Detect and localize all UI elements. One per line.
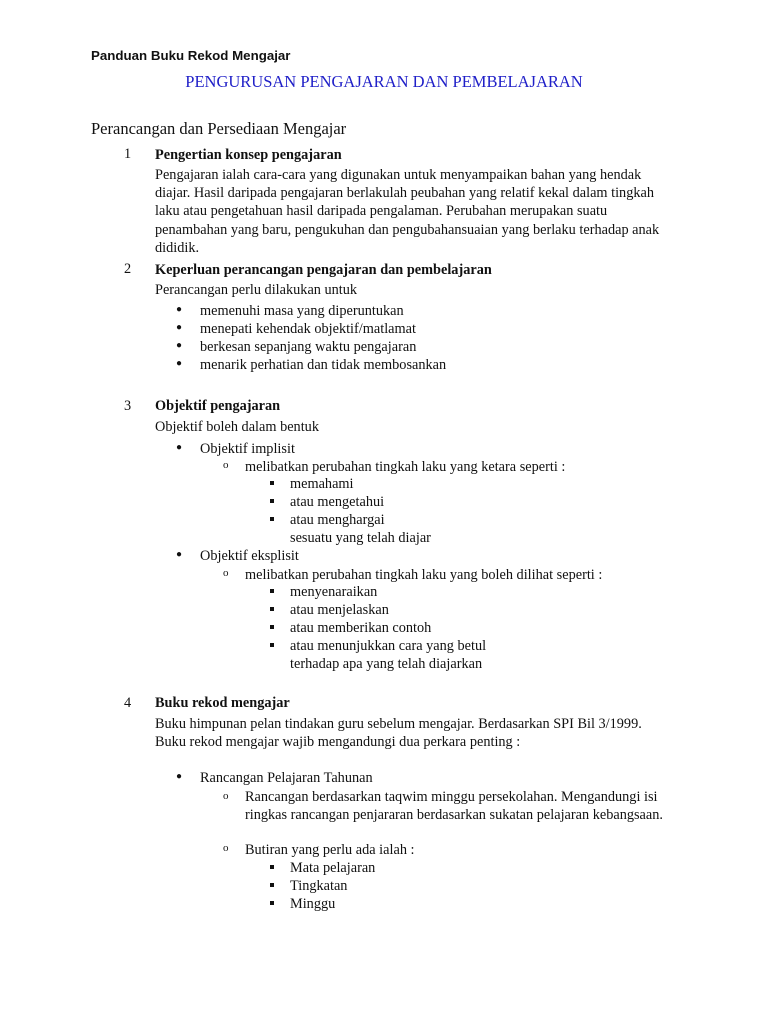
point-item: memahami <box>290 476 354 492</box>
item-heading: Objektif pengajaran <box>155 398 281 414</box>
point-item: atau memberikan contoh <box>290 620 432 636</box>
bullet-icon: ● <box>176 322 183 333</box>
item-paragraph: Buku himpunan pelan tindakan guru sebelum mengajar. Berdasarkan SPI Bil 3/1999. Buku rekod mengajar wajib mengandungi dua perkara penting : <box>155 716 642 751</box>
point-item: Mata pelajaran <box>290 860 376 876</box>
list-item: menepati kehendak objektif/matlamat <box>200 321 416 337</box>
list-item: Objektif implisit <box>200 441 295 457</box>
square-bullet-icon <box>270 589 274 593</box>
point-tail: sesuatu yang telah diajar <box>290 530 431 546</box>
point-item: menyenaraikan <box>290 584 378 600</box>
square-bullet-icon <box>270 517 274 521</box>
square-bullet-icon <box>270 901 274 905</box>
item-paragraph: Pengajaran ialah cara-cara yang digunakan untuk menyampaikan bahan yang hendak diajar. Hasil daripada pengajaran berlakulah peubahan yang relatif kekal dalam tingkah laku atau pengetahuan hasil daripada pengalaman. Perubahan merupakan suatu penambahan yang baru, pengukuhan dan pengubahansuaian yang berlaku terhadap anak dididik. <box>155 167 660 256</box>
sub-list-item: Rancangan berdasarkan taqwim minggu persekolahan. Mengandungi isi ringkas rancangan penjararan berdasarkan sukatan pelajaran kebangsaan. <box>245 789 663 823</box>
circle-bullet-icon: o <box>223 567 229 579</box>
list-item: berkesan sepanjang waktu pengajaran <box>200 339 417 355</box>
bullet-icon: ● <box>176 340 183 351</box>
page-title: PENGURUSAN PENGAJARAN DAN PEMBELAJARAN <box>185 72 583 91</box>
square-bullet-icon <box>270 865 274 869</box>
document-header: Panduan Buku Rekod Mengajar <box>91 48 291 63</box>
item-number: 3 <box>124 398 132 414</box>
bullet-icon: ● <box>176 771 183 782</box>
sub-list-item: Butiran yang perlu ada ialah : <box>245 842 415 858</box>
circle-bullet-icon: o <box>223 790 229 802</box>
point-item: atau mengetahui <box>290 494 385 510</box>
item-heading: Buku rekod mengajar <box>155 695 290 711</box>
point-item: Minggu <box>290 896 336 912</box>
square-bullet-icon <box>270 481 274 485</box>
circle-bullet-icon: o <box>223 459 229 471</box>
item-intro: Perancangan perlu dilakukan untuk <box>155 282 358 298</box>
item-heading: Keperluan perancangan pengajaran dan pembelajaran <box>155 262 492 278</box>
square-bullet-icon <box>270 607 274 611</box>
point-item: atau menunjukkan cara yang betul <box>290 638 487 654</box>
point-item: atau menjelaskan <box>290 602 389 618</box>
sub-list-item: melibatkan perubahan tingkah laku yang ketara seperti : <box>245 459 566 475</box>
square-bullet-icon <box>270 883 274 887</box>
list-item: memenuhi masa yang diperuntukan <box>200 303 404 319</box>
bullet-icon: ● <box>176 549 183 560</box>
item-number: 2 <box>124 261 132 277</box>
item-number: 1 <box>124 146 132 162</box>
list-item: Objektif eksplisit <box>200 548 299 564</box>
circle-bullet-icon: o <box>223 842 229 854</box>
item-intro: Objektif boleh dalam bentuk <box>155 419 319 435</box>
square-bullet-icon <box>270 643 274 647</box>
point-item: Tingkatan <box>290 878 348 894</box>
list-item: Rancangan Pelajaran Tahunan <box>200 770 373 786</box>
section-title: Perancangan dan Persediaan Mengajar <box>91 119 347 138</box>
sub-list-item: melibatkan perubahan tingkah laku yang boleh dilihat seperti : <box>245 567 603 583</box>
square-bullet-icon <box>270 499 274 503</box>
item-heading: Pengertian konsep pengajaran <box>155 147 342 163</box>
bullet-icon: ● <box>176 358 183 369</box>
bullet-icon: ● <box>176 304 183 315</box>
point-item: atau menghargai <box>290 512 385 528</box>
square-bullet-icon <box>270 625 274 629</box>
item-number: 4 <box>124 695 132 711</box>
bullet-icon: ● <box>176 442 183 453</box>
point-tail: terhadap apa yang telah diajarkan <box>290 656 483 672</box>
list-item: menarik perhatian dan tidak membosankan <box>200 357 447 373</box>
